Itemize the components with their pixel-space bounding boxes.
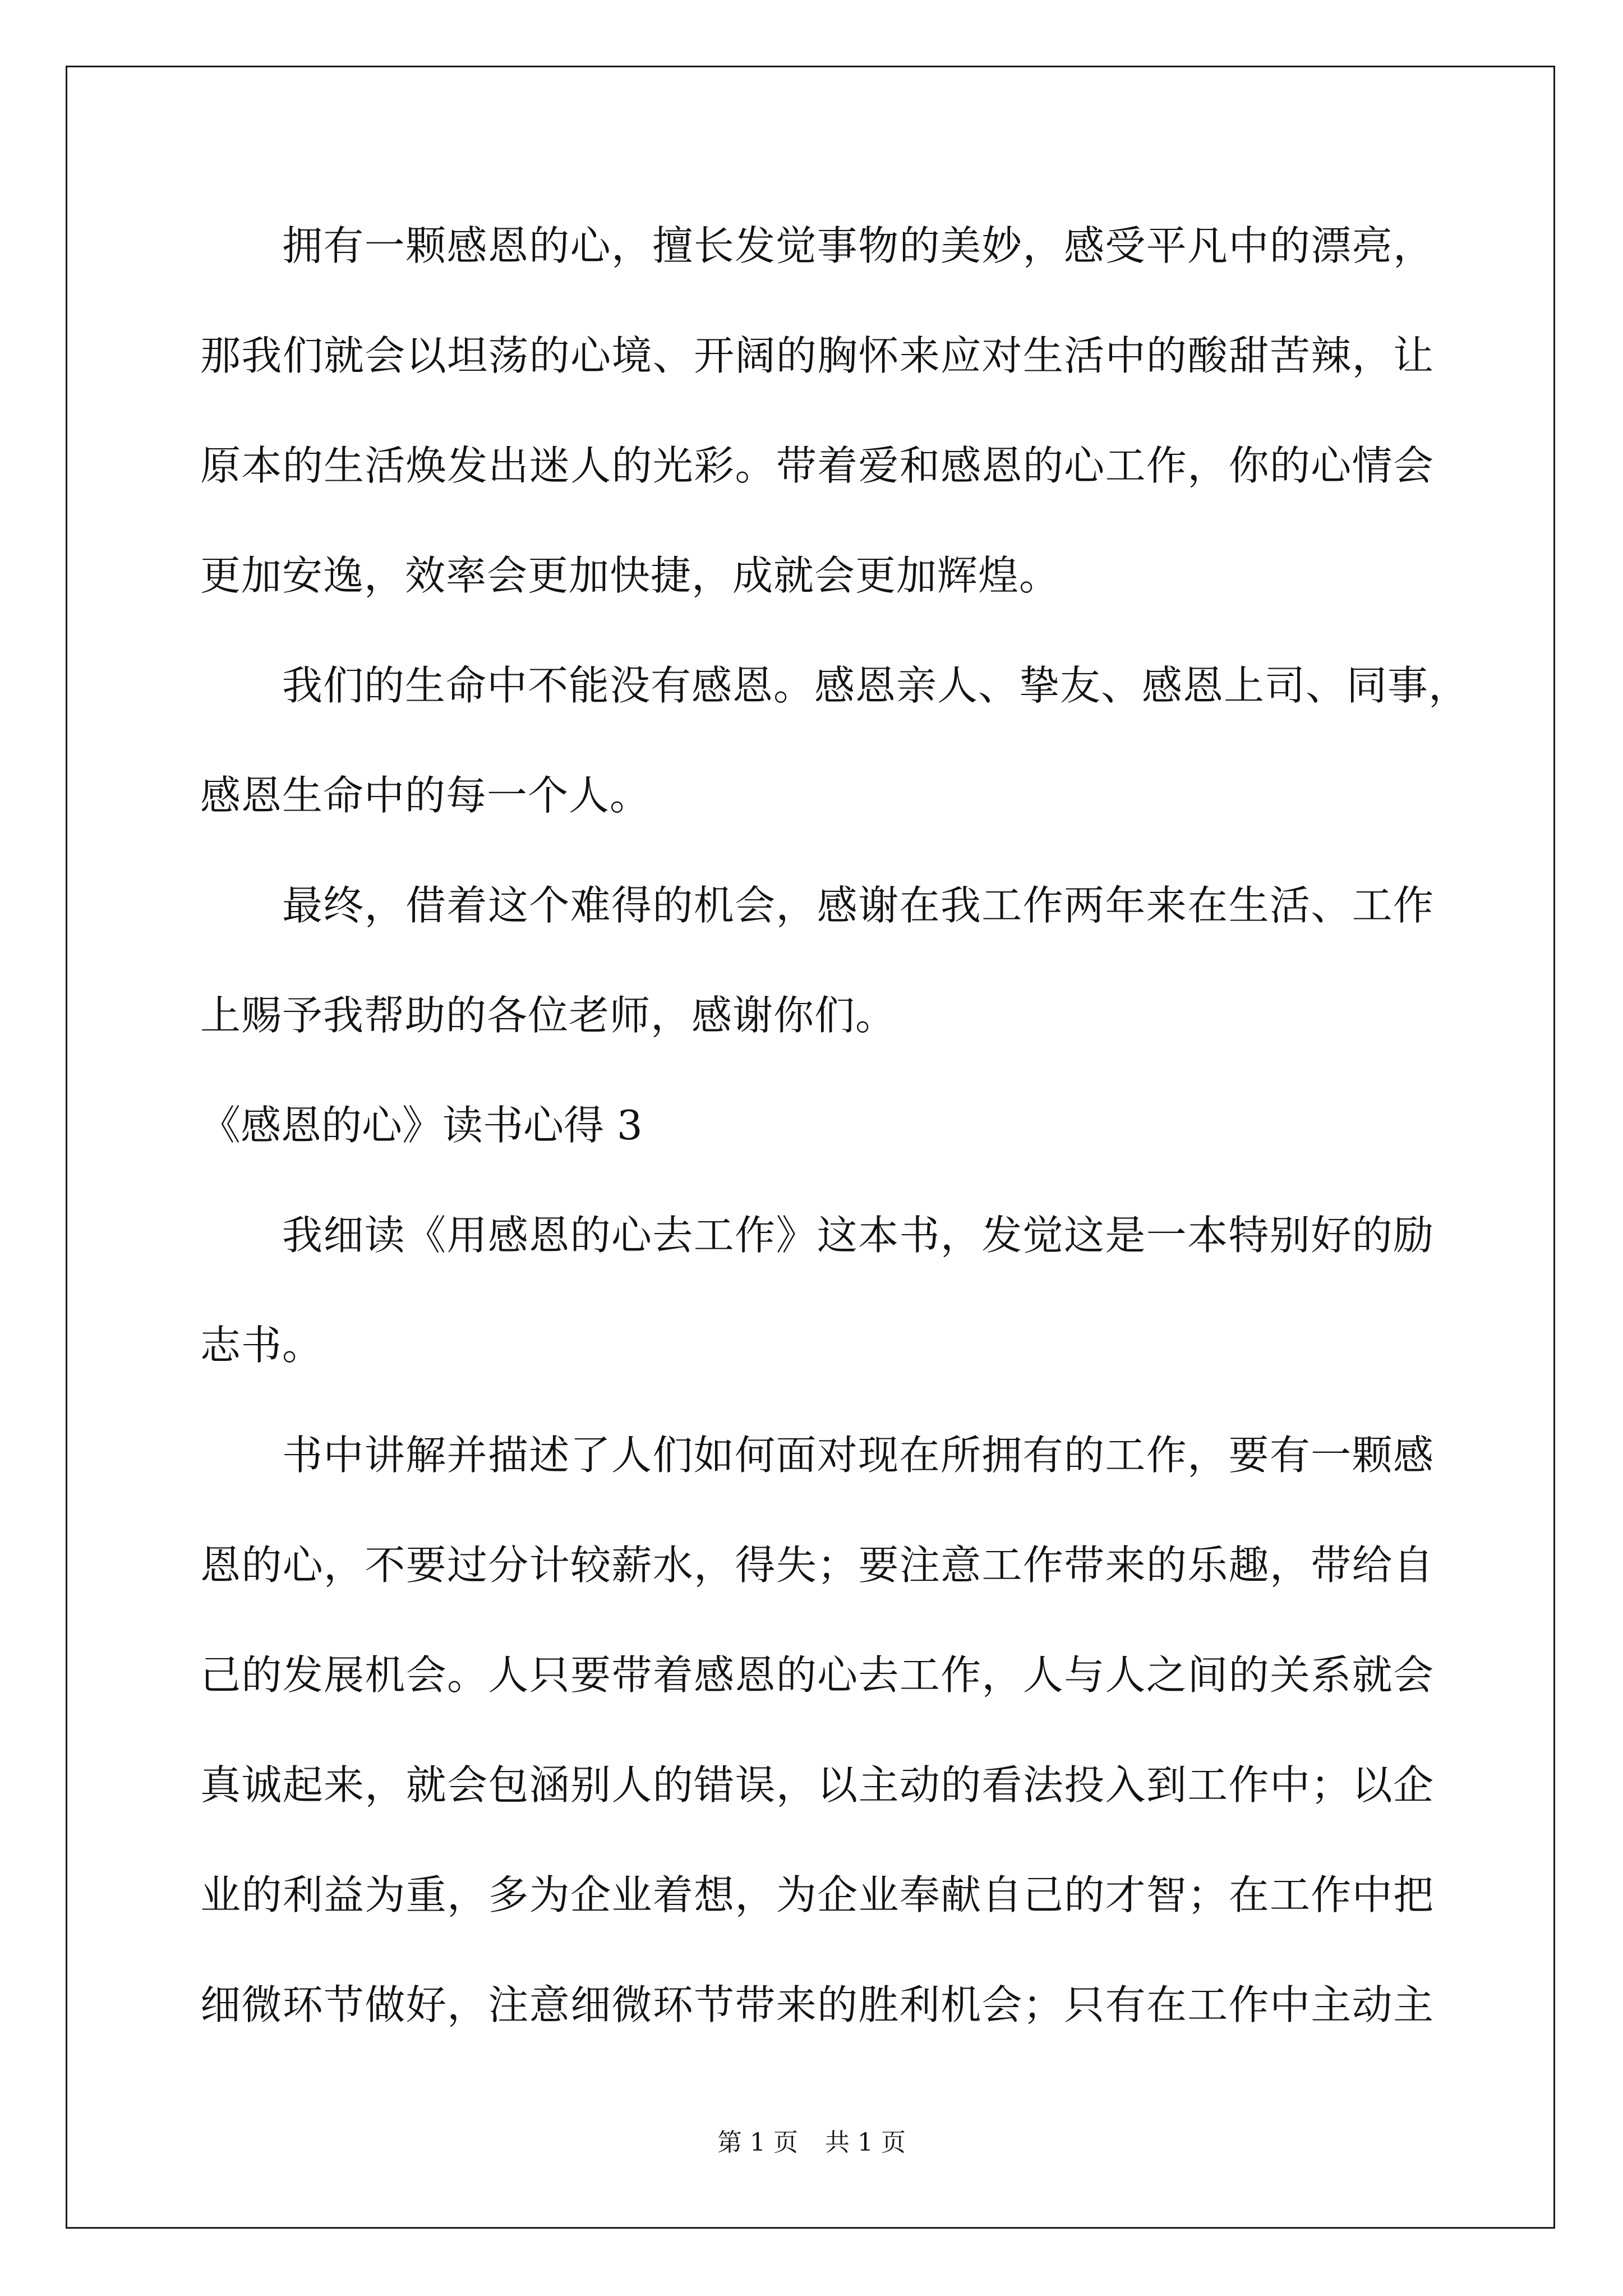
document-body bbox=[200, 212, 1470, 2081]
paragraph-line: 恩的心，不要过分计较薪水，得失；要注意工作带来的乐趣，带给自 bbox=[200, 1542, 1434, 1589]
paragraph-line: 最终，借着这个难得的机会，感谢在我工作两年来在生活、工作 bbox=[282, 882, 1434, 929]
paragraph-line: 业的利益为重，多为企业着想，为企业奉献自己的才智；在工作中把 bbox=[200, 1871, 1434, 1918]
paragraph-line: 书中讲解并描述了人们如何面对现在所拥有的工作，要有一颗感 bbox=[282, 1432, 1434, 1479]
paragraph-line: 我们的生命中不能没有感恩。感恩亲人、挚友、感恩上司、同事， bbox=[282, 662, 1470, 709]
section-heading: 《感恩的心》读书心得 3 bbox=[200, 1102, 643, 1149]
paragraph-line: 己的发展机会。人只要带着感恩的心去工作，人与人之间的关系就会 bbox=[200, 1651, 1434, 1699]
paragraph-line: 感恩生命中的每一个人。 bbox=[200, 772, 651, 819]
paragraph-line: 真诚起来，就会包涵别人的错误，以主动的看法投入到工作中；以企 bbox=[200, 1761, 1434, 1809]
page-total: 共 1 页 bbox=[825, 2128, 906, 2157]
paragraph-line: 细微环节做好，注意细微环节带来的胜利机会；只有在工作中主动主 bbox=[200, 1981, 1434, 2028]
paragraph-line: 我细读《用感恩的心去工作》这本书，发觉这是一本特别好的励 bbox=[282, 1212, 1434, 1259]
paragraph-line: 志书。 bbox=[200, 1322, 324, 1369]
paragraph-line: 更加安逸，效率会更加快捷，成就会更加辉煌。 bbox=[200, 552, 1061, 599]
paragraph-line: 原本的生活焕发出迷人的光彩。带着爱和感恩的心工作，你的心情会 bbox=[200, 442, 1434, 489]
paragraph-line: 那我们就会以坦荡的心境、开阔的胸怀来应对生活中的酸甜苦辣，让 bbox=[200, 332, 1434, 379]
paragraph-line: 拥有一颗感恩的心，擅长发觉事物的美妙，感受平凡中的漂亮， bbox=[282, 222, 1434, 269]
page-footer bbox=[0, 2126, 1623, 2160]
paragraph-line: 上赐予我帮助的各位老师，感谢你们。 bbox=[200, 992, 897, 1039]
page-number: 第 1 页 bbox=[717, 2128, 798, 2157]
